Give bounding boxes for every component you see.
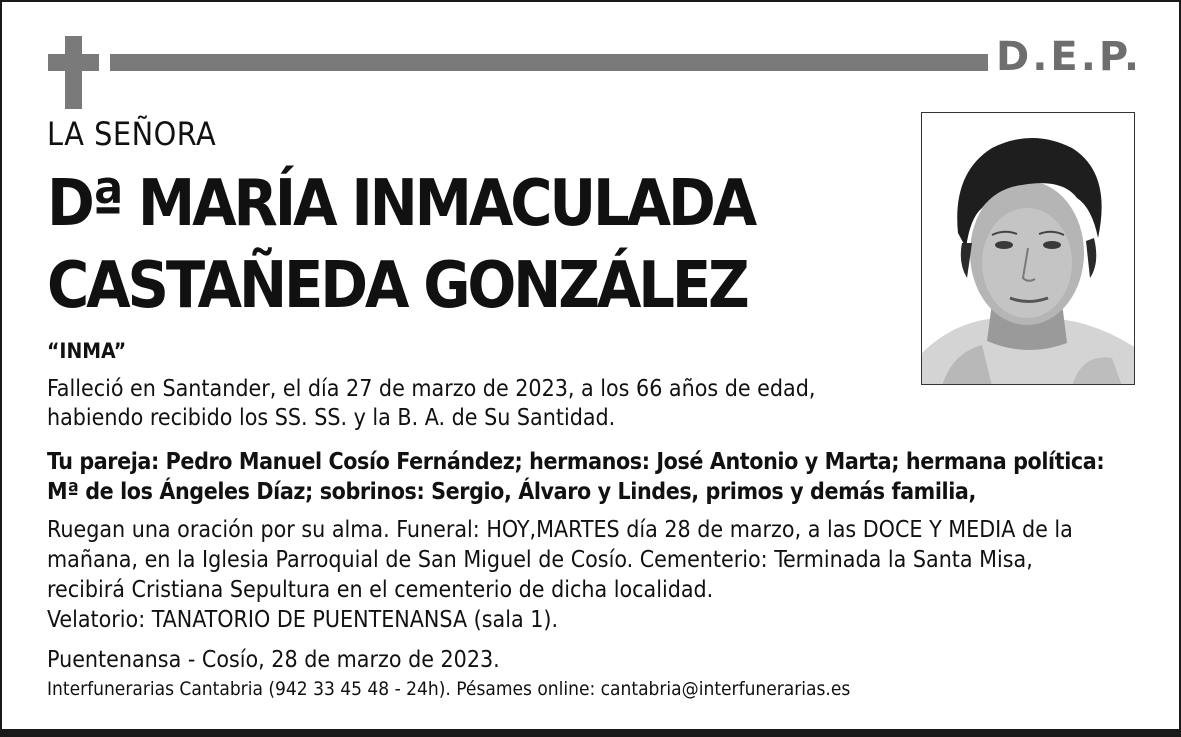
service-line: mañana, en la Iglesia Parroquial de San Miguel de Cosío. Cementerio: Terminada la Santa Misa, [47, 547, 1033, 573]
family-line: Mª de los Ángeles Díaz; sobrinos: Sergio, Álvaro y Lindes, primos y demás familia, [47, 479, 976, 505]
deceased-name-line2: CASTAÑEDA GONZÁLEZ [47, 249, 747, 323]
family-line: Tu pareja: Pedro Manuel Cosío Fernández; hermanos: José Antonio y Marta; hermana política: [47, 449, 1105, 475]
funeral-home-contact: Interfunerarias Cantabria (942 33 45 48 - 24h). Pésames online: cantabria@interfunerarias.es [47, 678, 851, 700]
dep-label: D.E.P. [996, 34, 1143, 80]
cross-icon [48, 36, 99, 109]
nickname: “INMA” [47, 339, 127, 363]
death-notice-line: Falleció en Santander, el día 27 de marzo de 2023, a los 66 años de edad, [47, 376, 816, 402]
portrait-photo [921, 112, 1135, 385]
deceased-name-line1: Dª MARÍA INMACULADA [47, 167, 755, 241]
family-list [47, 447, 1104, 507]
death-notice-line: habiendo recibido los SS. SS. y la B. A. de Su Santidad. [47, 405, 616, 431]
death-notice [47, 375, 815, 433]
header-rule [110, 54, 988, 71]
service-line: recibirá Cristiana Sepultura en el cementerio de dicha localidad. [47, 577, 714, 603]
service-details [47, 515, 1073, 635]
service-line: Velatorio: TANATORIO DE PUENTENANSA (sala 1). [47, 607, 559, 633]
place-date: Puentenansa - Cosío, 28 de marzo de 2023. [47, 647, 500, 673]
honorific: LA SEÑORA [47, 115, 217, 153]
service-line: Ruegan una oración por su alma. Funeral: HOY,MARTES día 28 de marzo, a las DOCE Y MEDIA de la [47, 517, 1073, 543]
